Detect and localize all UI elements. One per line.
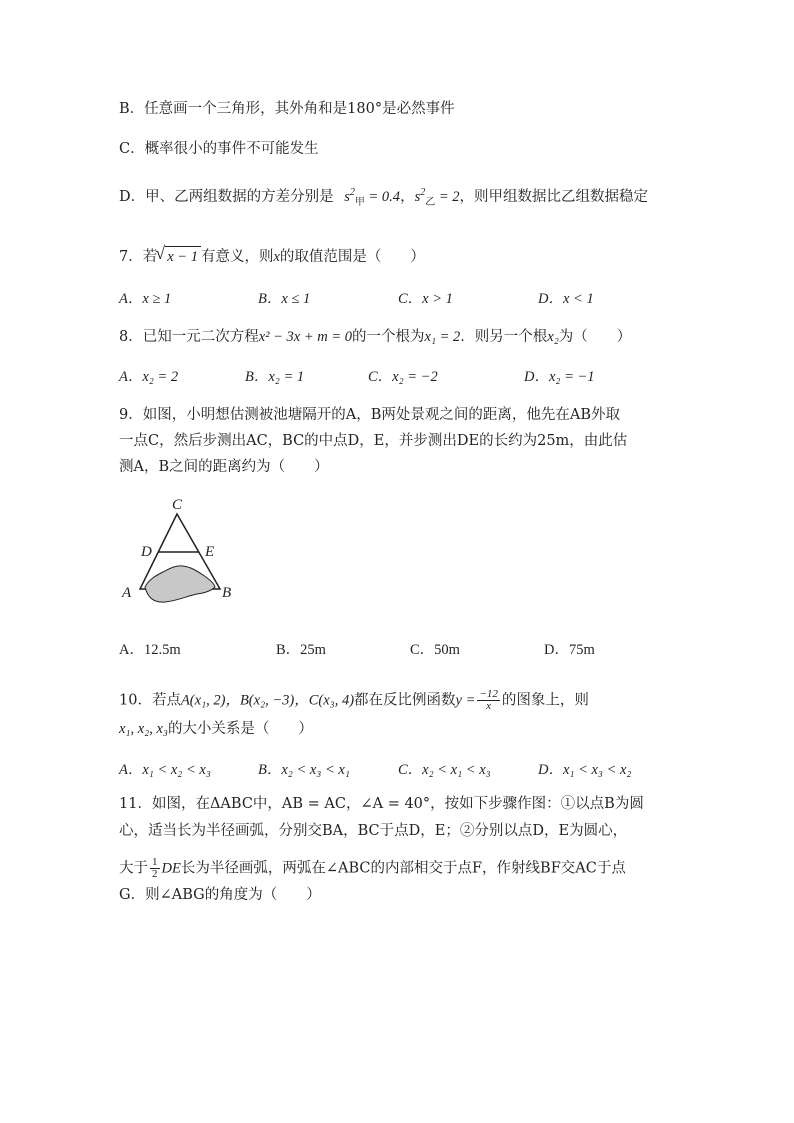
triangle-pond-figure bbox=[115, 495, 245, 610]
q9-line-1: 9．如图，小明想估测被池塘隔开的A，B两处景观之间的距离，他先在AB外取 bbox=[119, 407, 620, 423]
q9-line-3: 测A，B之间的距离约为（ ） bbox=[119, 459, 329, 475]
q11-line-4: G．则∠ABG的角度为（ ） bbox=[119, 887, 321, 903]
label-b: B bbox=[222, 585, 232, 601]
q7-option-c: C．x > 1 bbox=[398, 291, 453, 307]
variance-yi: $s^2_乙 = 2$ bbox=[414, 187, 460, 208]
label-c: C bbox=[172, 497, 183, 513]
label-a: A bbox=[122, 585, 132, 601]
q8-option-b: B．x₂ = 1 bbox=[245, 369, 305, 385]
q7-option-b: B．x ≤ 1 bbox=[258, 291, 311, 307]
q8-option-a: A．x₂ = 2 bbox=[119, 369, 179, 385]
q9-option-d: D．75m bbox=[544, 642, 595, 658]
sqrt-expression: √ x − 1 bbox=[165, 246, 201, 267]
q9-line-2: 一点C，然后步测出AC，BC的中点D，E，并步测出DE的长约为25m，由此估 bbox=[119, 433, 628, 449]
q10-option-b: B．x₂ < x₃ < x₁ bbox=[258, 762, 350, 778]
q8-option-c: C．x₂ = −2 bbox=[368, 369, 438, 385]
q10-option-c: C．x₂ < x₁ < x₃ bbox=[398, 762, 491, 778]
variance-jia: $s^2_甲 = 0.4$ bbox=[344, 187, 401, 208]
q10-option-d: D．x₁ < x₃ < x₂ bbox=[538, 762, 632, 778]
pond-shape bbox=[145, 566, 215, 602]
q9-option-a: A．12.5m bbox=[119, 642, 181, 658]
q8-option-d: D．x₂ = −1 bbox=[524, 369, 595, 385]
q6-option-c: C．概率很小的事件不可能发生 bbox=[119, 141, 319, 157]
q7-option-a: A．x ≥ 1 bbox=[119, 291, 172, 307]
q11-line-2: 心，适当长为半径画弧，分别交BA，BC于点D，E；②分别以点D，E为圆心， bbox=[119, 823, 628, 839]
fraction-neg12-over-x: $\frac{-12}{x}$ bbox=[479, 688, 498, 712]
q10-option-a: A．x₁ < x₂ < x₃ bbox=[119, 762, 211, 778]
q10-stem-line-2: x₁, x₂, x₃的大小关系是（ ） bbox=[119, 721, 313, 737]
q9-option-b: B．25m bbox=[276, 642, 326, 658]
fraction-one-half: $\frac{1}{2}$ bbox=[152, 856, 158, 880]
q8-stem: 8．已知一元二次方程x² − 3x + m = 0的一个根为x₁ = 2．则另一个根x₂为（ ） bbox=[119, 329, 632, 345]
label-d: D bbox=[141, 544, 152, 560]
q6-option-b: B．任意画一个三角形，其外角和是180°是必然事件 bbox=[119, 101, 455, 117]
q7-option-d: D．x < 1 bbox=[538, 291, 594, 307]
q9-option-c: C．50m bbox=[410, 642, 460, 658]
q7-stem: 7．若√ x − 1 有意义，则x的取值范围是（ ） bbox=[119, 246, 425, 267]
q11-line-1: 11．如图，在ΔABC中，AB = AC，∠A = 40°，按如下步骤作图：①以点B为圆 bbox=[119, 796, 644, 812]
q10-stem-line-1: 10．若点A(x₁, 2)，B(x₂, −3)，C(x₃, 4)都在反比例函数y = $\frac{-12}{x}$ 的图象上，则 bbox=[119, 688, 589, 712]
q11-line-3: 大于 $\frac{1}{2}$ DE长为半径画弧，两弧在∠ABC的内部相交于点F，作射线BF交AC于点 bbox=[119, 856, 626, 880]
q6-option-d: D．甲、乙两组数据的方差分别是 $s^2_甲 = 0.4$，$s^2_乙 = 2$，则甲组数据比乙组数据稳定 bbox=[119, 187, 649, 208]
label-e: E bbox=[205, 544, 215, 560]
